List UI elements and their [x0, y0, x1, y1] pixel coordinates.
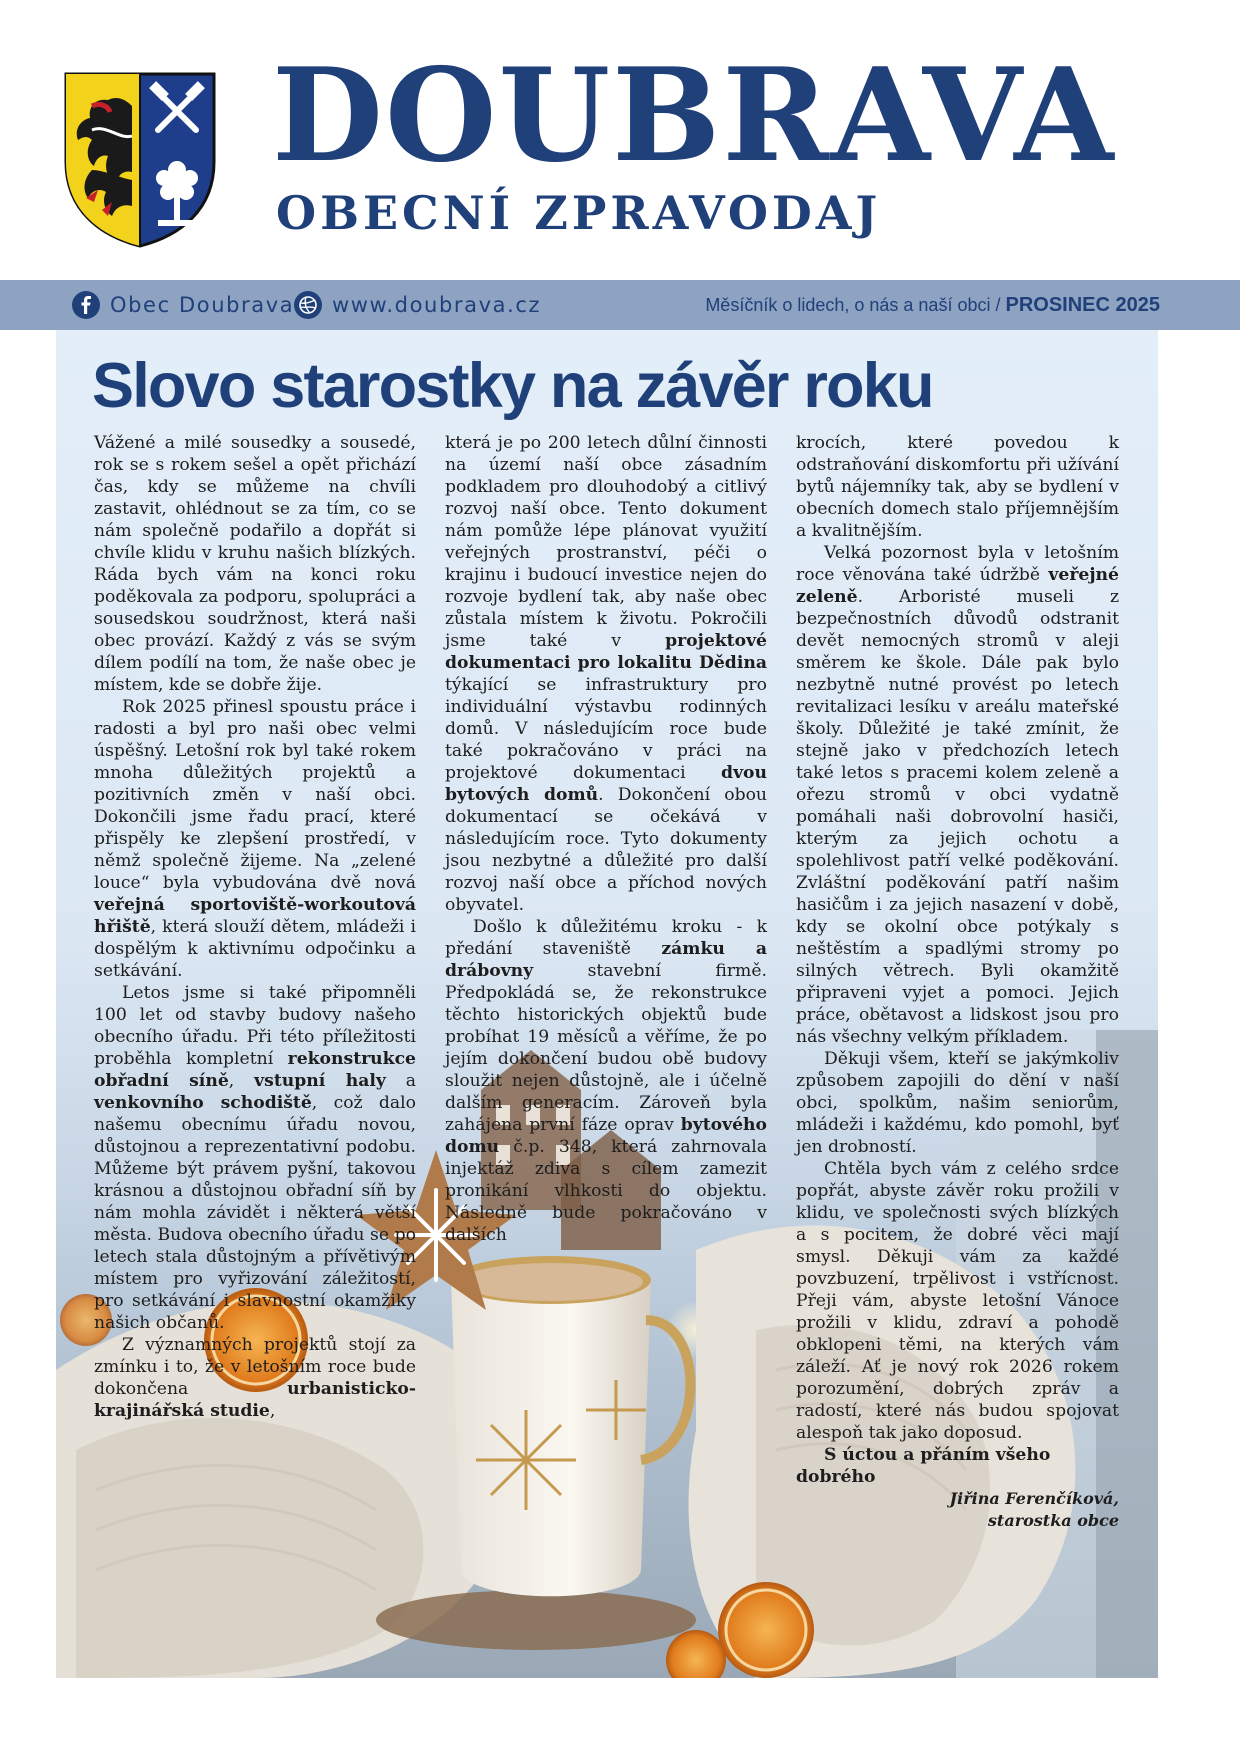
- paragraph: krocích, které povedou k odstraňování diskomfortu při užívání bytů nájemníky tak, aby se bydlení v obecních domech stalo příjemnějším a kvalitnějším.: [796, 433, 1119, 541]
- article-panel: [56, 330, 1158, 1678]
- paragraph: Došlo k důležitému kroku - k předání staveniště zámku a drábovny stavební firmě. Předpokládá se, že rekonstrukce těchto historických objektů bude probíhat 19 měsíců a věříme, že po jejím dokončení budou obě budovy sloužit nejen důstojně, ale i účelně dalším generacím. Zároveň byla zahájena první fáze oprav bytového domu č.p. 348, která zahrnovala injektáž zdiva s cílem zamezit pronikání vlhkosti do objektu. Následně bude pokračováno v dalších: [445, 917, 767, 1245]
- article-column-1: [94, 432, 416, 1422]
- website-link[interactable]: [294, 280, 541, 330]
- facebook-link[interactable]: [72, 280, 294, 330]
- paragraph: Z významných projektů stojí za zmínku i to, že v letošním roce bude dokončena urbanisticko-krajinářská studie,: [94, 1335, 416, 1421]
- closing-line: S úctou a přáním všeho dobrého: [796, 1445, 1051, 1487]
- article-headline: Slovo starostky na závěr roku: [92, 351, 933, 421]
- facebook-label: Obec Doubrava: [110, 293, 295, 317]
- info-bar: [0, 280, 1240, 330]
- masthead-subtitle: OBECNÍ ZPRAVODAJ: [276, 186, 882, 240]
- tagline-text: Měsíčník o lidech, o nás a naší obci /: [705, 294, 1001, 315]
- globe-icon: [294, 291, 322, 319]
- paragraph: Děkuji všem, kteří se jakýmkoliv způsobem zapojili do dění v naší obci, spolkům, našim seniorům, mládeži i každému, kdo pomohl, byť jen drobností.: [796, 1049, 1119, 1157]
- signature-name: Jiřina Ferenčíková,: [949, 1489, 1119, 1508]
- issue-date: PROSINEC 2025: [1005, 293, 1160, 316]
- facebook-icon: [72, 291, 100, 319]
- issue-tagline: [705, 280, 1160, 330]
- paragraph: Chtěla bych vám z celého srdce popřát, abyste závěr roku prožili v klidu, ve společnosti svých blízkých a s pocitem, že dobré věci mají smysl. Děkuji vám za každé povzbuzení, trpělivost i vstřícnost. Přeji vám, abyste letošní Vánoce prožili v klidu, zdraví a pohodě obklopeni těmi, na kterých vám záleží. Ať je nový rok 2026 rokem porozumění, dobrých zpráv a radostí, které nás budou spojovat alespoň tak jako doposud.: [796, 1159, 1119, 1443]
- masthead-title: DOUBRAVA: [272, 41, 1116, 191]
- article-column-2: [445, 432, 767, 1246]
- paragraph: která je po 200 letech důlní činnosti na území naší obce zásadním podkladem pro dlouhodobý a citlivý rozvoj naší obce. Tento dokument nám pomůže lépe plánovat využití veřejných prostranství, péči o krajinu i budoucí investice nejen do rozvoje bydlení tak, aby naše obec zůstala místem k životu. Pokročili jsme také v projektové dokumentaci pro lokalitu Dědina týkající se infrastruktury pro individuální výstavbu rodinných domů. V následujícím roce bude také pokračováno v práci na projektové dokumentaci dvou bytových domů. Dokončení obou dokumentací se očekává v následujícím roce. Tyto dokumenty jsou nezbytné a důležité pro další rozvoj naší obce a příchod nových obyvatel.: [445, 433, 768, 915]
- website-label: www.doubrava.cz: [332, 293, 542, 317]
- signature-role: starostka obce: [987, 1511, 1119, 1530]
- paragraph: Letos jsme si také připomněli 100 let od stavby budovy našeho obecního úřadu. Při této příležitosti proběhla kompletní rekonstrukce obřadní síně, vstupní haly a venkovního schodiště, což dalo našemu obecnímu úřadu novou, důstojnou a reprezentativní podobu. Můžeme být právem pyšní, takovou krásnou a důstojnou obřadní síň by nám mohla závidět i některá větší města. Budova obecního úřadu se po letech stala důstojným a přívětivým místem pro vyřizování záležitostí, pro setkávání i slavnostní okamžiky našich občanů.: [94, 983, 417, 1333]
- article-column-3: [796, 432, 1119, 1532]
- paragraph: Vážené a milé sousedky a sousedé, rok se s rokem sešel a opět přichází čas, kdy se můžeme na chvíli zastavit, ohlédnout se za tím, co se nám společně podařilo a dopřát si chvíle klidu v kruhu našich blízkých. Ráda bych vám na konci roku poděkovala za podporu, spolupráci a sousedskou soudržnost, která naši obec provází. Každý z vás se svým dílem podílí na tom, že naše obec je místem, kde se dobře žije.: [94, 433, 416, 695]
- paragraph: Velká pozornost byla v letošním roce věnována také údržbě veřejné zeleně. Arboristé museli z bezpečnostních důvodů odstranit devět nemocných stromů v aleji směrem ke škole. Dále pak bylo nezbytně nutné provést po letech revitalizaci lesíku v areálu mateřské školy. Důležité je také zmínit, že stejně jako v předchozích letech také letos s pracemi kolem zeleně a ořezu stromů v obci vydatně pomáhali naši dobrovolní hasiči, kterým za jejich ochotu a spolehlivost patří velké poděkování. Zvláštní poděkování patří našim hasičům i za jejich nasazení v době, kdy se okolní obce potýkaly s neštěstím a spadlými stromy po silných větrech. Byli okamžitě připraveni vyjet a pomoci. Jejich práce, obětavost a lidskost jsou pro nás všechny velkým příkladem.: [796, 543, 1119, 1047]
- paragraph: Rok 2025 přinesl spoustu práce i radosti a byl pro naši obec velmi úspěšný. Letošní rok byl také rokem mnoha důležitých projektů a pozitivních změn v naší obci. Dokončili jsme řadu prací, které přispěly ke zlepšení prostředí, v němž společně žijeme. Na „zelené louce“ byla vybudována dvě nová veřejná sportoviště-workoutová hřiště, která slouží dětem, mládeži i dospělým k aktivnímu odpočinku a setkávání.: [94, 697, 416, 981]
- coat-of-arms: [62, 70, 218, 248]
